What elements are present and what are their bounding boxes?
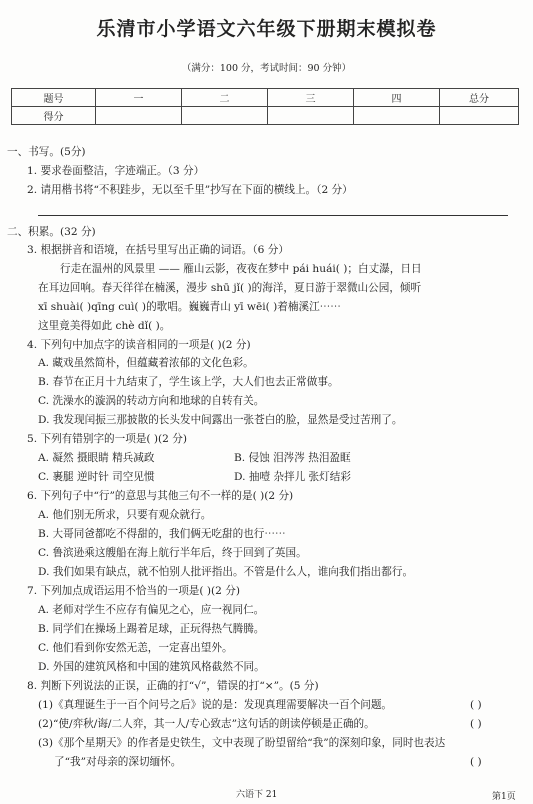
score-cell-2: 二	[182, 89, 268, 107]
score-cell-3: 三	[268, 89, 354, 107]
question-8-item-3-cont: 了“我”对母亲的深切缅怀。	[54, 756, 182, 768]
question-4-option-c: C. 洗澡水的漩涡的转动方向和地球的自转有关。	[38, 395, 265, 407]
score-table	[11, 88, 519, 125]
section-2-heading: 二、积累。(32 分)	[7, 226, 96, 238]
question-4: 4. 下列句中加点字的读音相同的一项是( )(2 分)	[27, 339, 251, 351]
score-input-1[interactable]	[96, 107, 182, 125]
score-input-2[interactable]	[182, 107, 268, 125]
score-input-total[interactable]	[440, 107, 519, 125]
page-number: 第1页	[492, 792, 516, 802]
question-8-item-1: (1)《真理诞生于一百个问号之后》说的是：发现真理需要解决一百个问题。	[38, 699, 393, 711]
question-3-line-3: xī shuài( )qīng cuì( )的歌唱。巍巍青山 yī wēi( )着楠溪江⋯⋯	[38, 301, 341, 313]
section-1-heading: 一、书写。(5分)	[7, 146, 86, 158]
question-6: 6. 下列句子中“行”的意思与其他三句不一样的是( )(2 分)	[27, 490, 294, 502]
question-7-option-b: B. 同学们在操场上踢着足球，正玩得热气腾腾。	[38, 623, 265, 635]
question-3-line-4: 这里竟美得如此 chè dǐ( )。	[38, 320, 171, 332]
question-3-line-1: 行走在温州的风景里 —— 雁山云影，夜夜在梦中 pái huái( )；白丈瀑，日日	[60, 263, 422, 275]
answer-paren-1[interactable]: ( )	[470, 699, 482, 711]
answer-paren-2[interactable]: ( )	[470, 718, 482, 730]
exam-subtitle: （满分：100 分，考试时间：90 分钟）	[181, 63, 352, 74]
question-5-option-a: A. 凝然 摄眼睛 精兵减政	[38, 452, 155, 464]
score-cell-total: 总分	[440, 89, 519, 107]
score-table-header-row	[12, 89, 519, 107]
score-input-3[interactable]	[268, 107, 354, 125]
question-5-option-d: D. 抽噎 杂拌儿 张灯结彩	[234, 471, 351, 483]
page-footer-code: 六语下 21	[236, 790, 278, 800]
score-cell-4: 四	[354, 89, 440, 107]
question-8-item-3: (3)《那个星期天》的作者是史铁生，文中表现了盼望留给“我”的深刻印象，同时也表达	[38, 737, 446, 749]
score-cell-label: 题号	[12, 89, 96, 107]
question-3: 3. 根据拼音和语境，在括号里写出正确的词语。（6 分）	[27, 244, 289, 256]
writing-line[interactable]	[38, 215, 508, 216]
question-7: 7. 下列加点成语运用不恰当的一项是( )(2 分)	[27, 585, 240, 597]
question-6-option-a: A. 他们别无所求，只要有观众就行。	[38, 509, 212, 521]
answer-paren-3[interactable]: ( )	[470, 756, 482, 768]
question-3-line-2: 在耳边回响。春天徉徉在楠溪，漫步 shū jǐ( )的海洋，夏日游于翠微山公园，倾听	[38, 282, 422, 294]
score-input-4[interactable]	[354, 107, 440, 125]
question-7-option-c: C. 他们看到你安然无恙，一定喜出望外。	[38, 642, 233, 654]
question-2: 2. 请用楷书将“不积跬步，无以至千里”抄写在下面的横线上。（2 分）	[27, 184, 353, 196]
question-8-item-2: (2)“使/弈秋/诲/二人弈，其一人/专心致志”这句话的朗读停顿是正确的。	[38, 718, 375, 730]
question-4-option-b: B. 春节在正月十九结束了，学生该上学，大人们也去正常做事。	[38, 376, 339, 388]
question-1: 1. 要求卷面整洁，字迹端正。（3 分）	[27, 165, 205, 177]
score-cell-1: 一	[96, 89, 182, 107]
question-5: 5. 下列有错别字的一项是( )(2 分)	[27, 433, 188, 445]
question-6-option-c: C. 鲁滨逊乘这艘船在海上航行半年后，终于回到了英国。	[38, 547, 307, 559]
question-4-option-a: A. 藏戏虽然简朴，但蕴藏着浓郁的文化色彩。	[38, 357, 254, 369]
score-table-score-row	[12, 107, 519, 125]
question-6-option-b: B. 大哥同爸都吃不得甜的，我们俩无吃甜的也行⋯⋯	[38, 528, 286, 540]
score-row-label: 得分	[12, 107, 96, 125]
exam-title: 乐清市小学语文六年级下册期末模拟卷	[96, 18, 437, 40]
question-7-option-a: A. 老师对学生不应存有偏见之心，应一视同仁。	[38, 604, 265, 616]
question-6-option-d: D. 我们如果有缺点，就不怕别人批评指出。不管是什么人，谁向我们指出都行。	[38, 566, 414, 578]
question-7-option-d: D. 外国的建筑风格和中国的建筑风格截然不同。	[38, 661, 265, 673]
question-4-option-d: D. 我发现闰振三那披散的长头发中间露出一张苍白的脸，显然是受过苦刑了。	[38, 414, 403, 426]
question-5-option-c: C. 裹腿 逆时针 司空见惯	[38, 471, 155, 483]
question-8: 8. 判断下列说法的正误，正确的打“√”，错误的打“×”。(5 分)	[27, 680, 319, 692]
question-5-option-b: B. 侵蚀 泪涔涔 热泪盈眶	[234, 452, 351, 464]
